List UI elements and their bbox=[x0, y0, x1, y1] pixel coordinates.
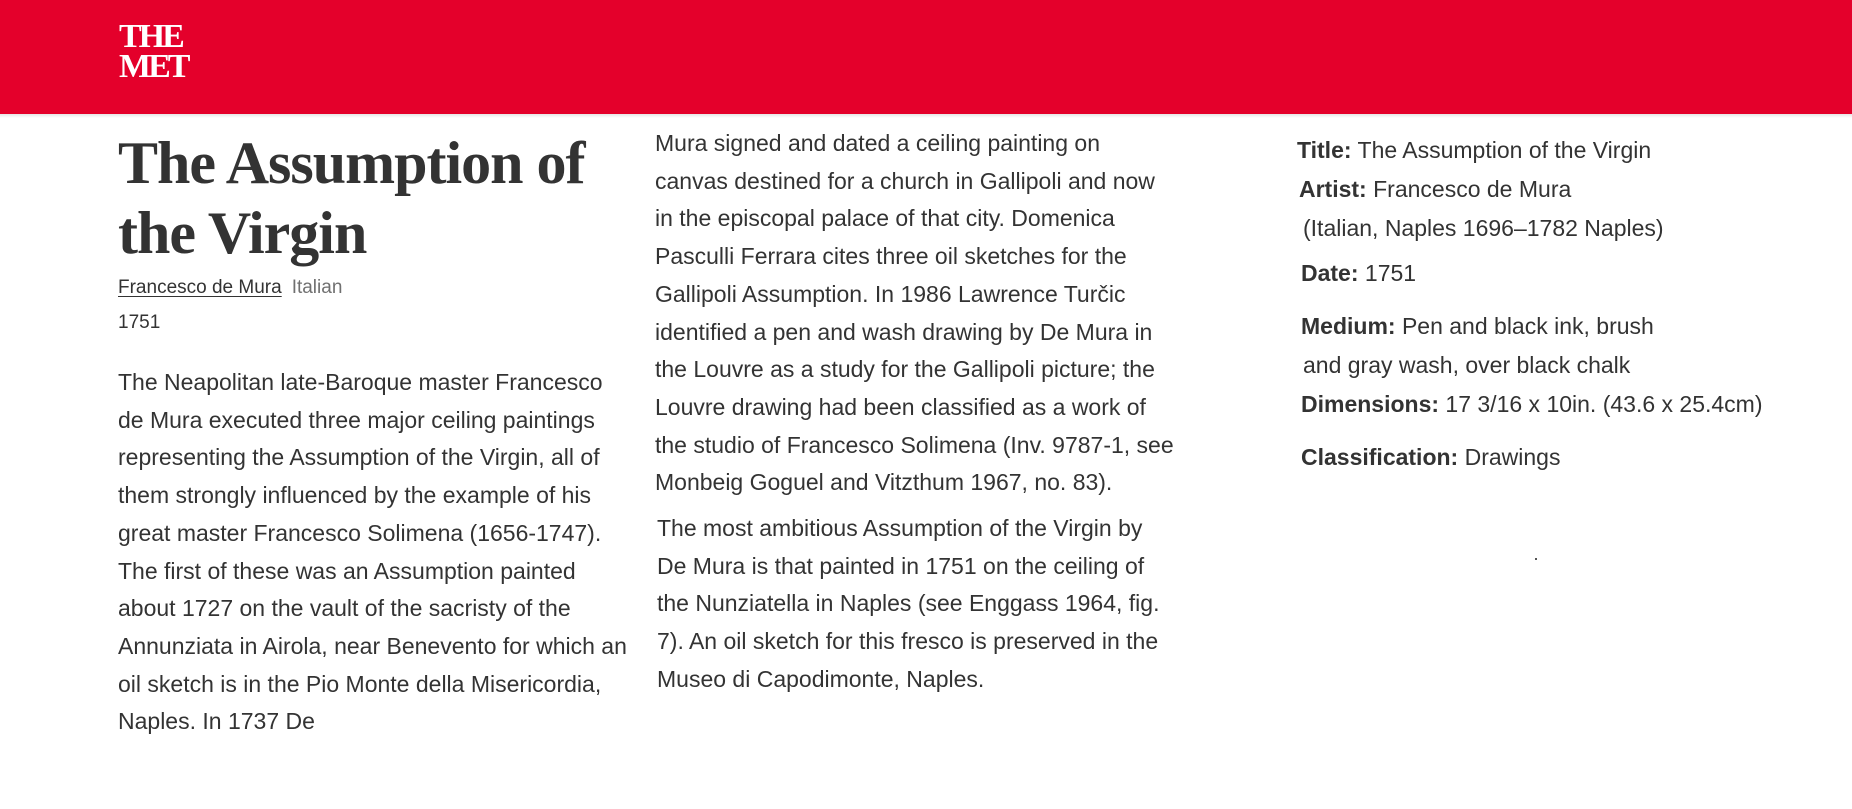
meta-medium-label: Medium: bbox=[1301, 313, 1396, 339]
meta-date-value: 1751 bbox=[1364, 260, 1417, 286]
artist-nationality: Italian bbox=[291, 277, 343, 298]
meta-artist bbox=[1297, 170, 1817, 209]
artist-link[interactable]: Francesco de Mura bbox=[118, 277, 282, 298]
meta-artist-detail: (Italian, Naples 1696–1782 Naples) bbox=[1303, 215, 1664, 241]
logo-line-1: THE bbox=[119, 18, 182, 55]
artist-line bbox=[118, 276, 628, 300]
meta-artist-label: Artist: bbox=[1299, 176, 1367, 202]
met-logo[interactable] bbox=[119, 18, 188, 86]
meta-medium-value-2: and gray wash, over black chalk bbox=[1303, 352, 1631, 378]
meta-classification-label: Classification: bbox=[1301, 444, 1459, 470]
meta-title bbox=[1297, 131, 1817, 170]
metadata-panel bbox=[1297, 131, 1817, 477]
site-header bbox=[0, 0, 1852, 114]
meta-title-value: The Assumption of the Virgin bbox=[1357, 137, 1652, 163]
meta-dimensions-label: Dimensions: bbox=[1301, 391, 1440, 417]
stray-dot bbox=[1535, 558, 1537, 560]
meta-date bbox=[1297, 254, 1817, 293]
page-title: The Assumption of the Virgin bbox=[118, 130, 585, 266]
meta-medium bbox=[1297, 307, 1817, 346]
meta-classification-value: Drawings bbox=[1464, 444, 1561, 470]
description-column-2 bbox=[655, 125, 1175, 699]
logo-line-2: MET bbox=[119, 48, 188, 85]
meta-date-label: Date: bbox=[1301, 260, 1359, 286]
meta-title-label: Title: bbox=[1297, 137, 1352, 163]
description-paragraph-2: Mura signed and dated a ceiling painting on canvas destined for a church in Gallipoli and now in the episcopal palace of that city. Domenica Pasculli Ferrara cites three oil sketches for the Gallipoli Assumption. In 1986 Lawrence Turčic identified a pen and wash drawing by De Mura in the Louvre as a study for the Gallipoli picture; the Louvre drawing had been classified as a work of the studio of Francesco Solimena (Inv. 9787-1, see Monbeig Goguel and Vitzthum 1967, no. 83). bbox=[655, 130, 1174, 496]
description-paragraph-1: The Neapolitan late-Baroque master Francesco de Mura executed three major ceiling paintings representing the Assumption of the Virgin, all of them strongly influenced by the example of his great master Francesco Solimena (1656-1747). The first of these was an Assumption painted about 1727 on the vault of the sacristy of the Annunziata in Airola, near Benevento for which an oil sketch is in the Pio Monte della Misericordia, Naples. In 1737 De bbox=[118, 369, 627, 735]
header-divider bbox=[0, 114, 1852, 118]
artwork-date: 1751 bbox=[118, 312, 161, 333]
meta-medium-value-1: Pen and black ink, brush bbox=[1401, 313, 1654, 339]
meta-dimensions-value: 17 3/16 x 10in. (43.6 x 25.4cm) bbox=[1445, 391, 1763, 417]
meta-classification bbox=[1297, 438, 1817, 477]
description-paragraph-3: The most ambitious Assumption of the Virgin by De Mura is that painted in 1751 on the ceiling of the Nunziatella in Naples (see Enggass 1964, fig. 7). An oil sketch for this fresco is preserved in the Museo di Capodimonte, Naples. bbox=[657, 515, 1160, 692]
meta-dimensions bbox=[1297, 385, 1817, 424]
meta-artist-value: Francesco de Mura bbox=[1373, 176, 1572, 202]
artwork-intro-column bbox=[118, 128, 628, 746]
